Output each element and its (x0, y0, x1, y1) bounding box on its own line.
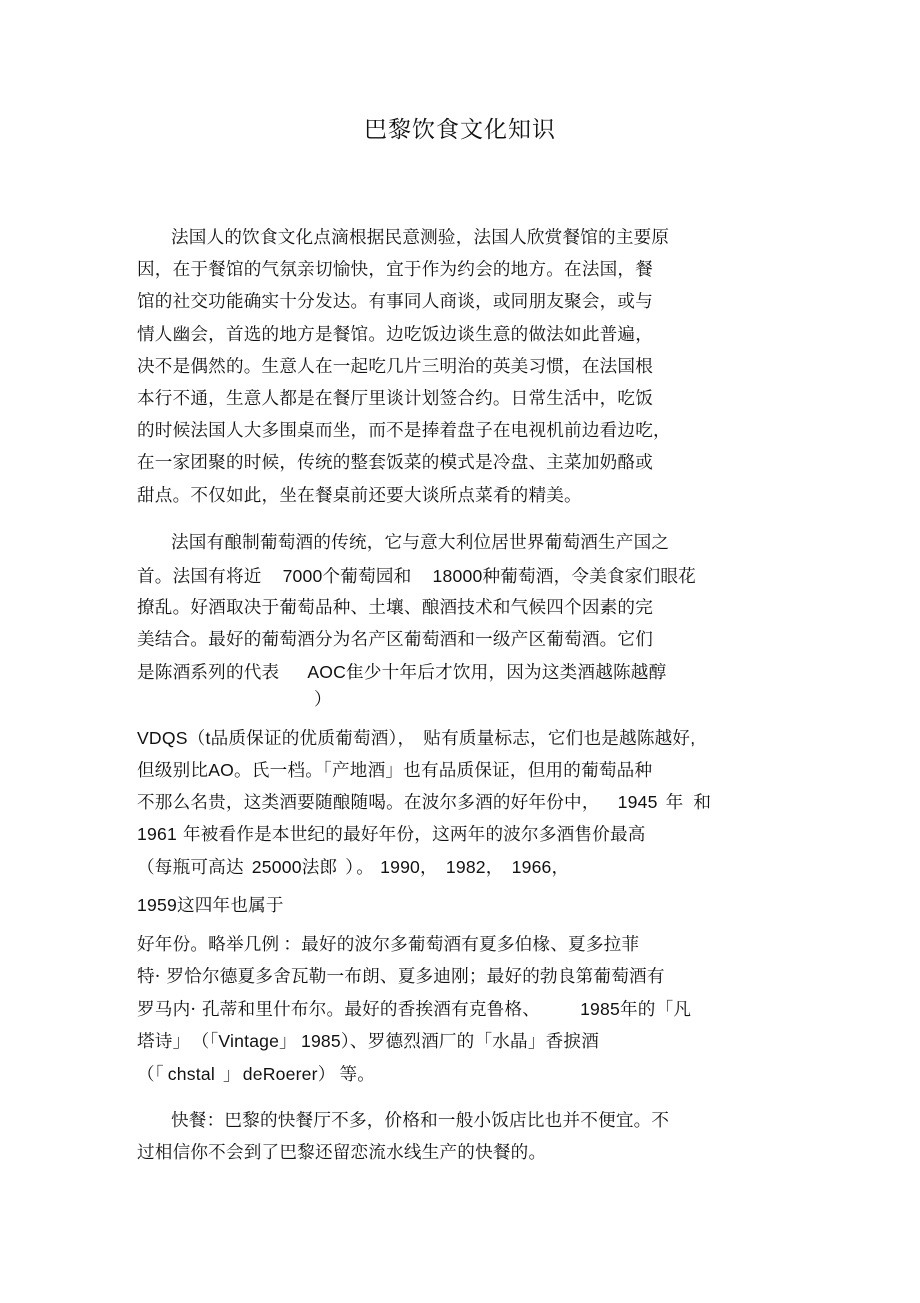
text-segment: （ (187, 729, 206, 749)
text-segment: 年 (665, 793, 684, 813)
text-line (137, 791, 711, 814)
text-line (137, 759, 652, 782)
abbreviation-segment: VDQS (137, 728, 188, 748)
text-segment: ：最好的波尔多葡萄酒有夏多伯椽、夏多拉菲 (283, 935, 640, 955)
number-segment: 1945 (617, 792, 658, 812)
text-segment: t (205, 728, 211, 748)
text-line (137, 565, 696, 588)
text-line: 法国人的饮食文化点滴根据民意测验，法国人欣赏餐馆的主要原 (171, 228, 670, 248)
text-segment: 首。法国有将近 (137, 567, 262, 587)
text-segment: （每瓶可高达 (137, 858, 244, 878)
number-segment: 1959 (137, 895, 177, 915)
text-segment: 但级别比 (137, 761, 209, 781)
document-title: 巴黎饮食文化知识 (364, 117, 556, 143)
number-segment: 1985 (580, 999, 621, 1019)
text-segment: 贴有质量标志，它们也是越陈越好 (423, 729, 691, 749)
text-line (137, 934, 639, 956)
text-segment: ）、罗德烈酒厂的「水晶」香捩酒 (340, 1032, 600, 1052)
text-segment: ） (317, 1065, 336, 1085)
number-segment: 25000 (251, 857, 302, 877)
text-segment: 」 (279, 1032, 297, 1052)
text-segment: ） (345, 858, 355, 878)
text-segment: ， (420, 858, 438, 878)
text-line: 过相信你不会到了巴黎还留恋流水线生产的快餐的。 (137, 1143, 547, 1163)
text-line (137, 1030, 599, 1053)
text-line (137, 661, 666, 684)
text-segment: , (690, 728, 696, 748)
text-segment: 不那么名贵，这类酒要随酿随喝。在波尔多酒的好年份中， (137, 793, 600, 813)
text-segment: （ (137, 1065, 155, 1085)
number-segment: 18000 (432, 566, 483, 586)
text-segment: 」 (222, 1065, 241, 1085)
text-line (137, 727, 695, 750)
text-segment: 「 (209, 1032, 219, 1052)
text-segment: 隹少十年后才饮用，因为这类酒越陈越醇 (346, 663, 667, 683)
text-line (137, 823, 646, 846)
text-line: 撩乱。好酒取决于葡萄品种、土壤、酿酒技术和气候四个因素的完 (137, 598, 654, 618)
number-segment: 1961 (137, 824, 177, 844)
text-line: 情人幽会，首选的地方是餐馆。边吃饭边谈生意的做法如此普遍， (137, 325, 654, 345)
text-segment: Vintage (218, 1031, 280, 1051)
text-line: 的时候法国人大多围桌而坐，而不是捧着盘子在电视机前边看边吃， (137, 421, 671, 441)
text-line (137, 998, 691, 1021)
number-segment: 1985 (300, 1031, 341, 1051)
text-segment: 这四年也属于 (176, 896, 284, 916)
text-line: 本行不通，生意人都是在餐厅里谈计划签合约。日常生活中，吃饭 (137, 389, 654, 409)
number-segment: 1982 (445, 857, 486, 877)
text-line: 决不是偶然的。生意人在一起吃几片三明治的英美习惯，在法国根 (137, 357, 654, 377)
text-segment: 个葡萄园和 (322, 567, 412, 587)
text-segment: 是陈酒系列的代表 (137, 663, 280, 683)
abbreviation-segment: AO (208, 760, 235, 780)
text-segment: 种葡萄酒，令美食家们眼花 (482, 567, 696, 587)
text-segment: ， (551, 858, 570, 878)
number-segment: 7000 (282, 566, 323, 586)
text-line: 美结合。最好的葡萄酒分为名产区葡萄酒和一级产区葡萄酒。它们 (137, 630, 654, 650)
text-line: 甜点。不仅如此，坐在餐桌前还要大谈所点菜肴的精美。 (137, 486, 582, 506)
text-line: 馆的社交功能确实十分发达。有事同人商谈，或同朋友聚会，或与 (137, 292, 654, 312)
text-segment: 和 (693, 793, 712, 813)
text-segment: 塔诗」 (137, 1032, 191, 1052)
text-segment: chstal (167, 1064, 215, 1084)
text-line: 快餐：巴黎的快餐厅不多，价格和一般小饭店比也并不便宜。不 (171, 1111, 670, 1131)
text-segment: 法郎 (301, 858, 338, 878)
text-line: 法国有酿制葡萄酒的传统，它与意大利位居世界葡萄酒生产国之 (171, 533, 670, 553)
text-segment: ， (485, 858, 504, 878)
text-segment: 「 (154, 1065, 164, 1085)
text-segment: 年的「凡 (620, 1000, 692, 1020)
text-segment: 好年份。略举几例 (137, 935, 280, 955)
text-segment: 等。 (339, 1065, 376, 1085)
text-line (137, 856, 569, 879)
text-segment: deRoerer (242, 1064, 318, 1084)
abbreviation-segment: AOC (307, 662, 347, 682)
number-segment: 1966 (511, 857, 552, 877)
text-segment: 。氏一档。「产地酒」也有品质保证，但用的葡萄品种 (234, 761, 653, 781)
text-line (137, 894, 284, 917)
text-segment: 罗马内· 孔蒂和里什布尔。最好的香挨酒有克鲁格、 (137, 1000, 541, 1020)
text-line: 在一家团聚的时候，传统的整套饭菜的模式是冷盘、主菜加奶酪或 (137, 453, 654, 473)
text-segment: 品质保证的优质葡萄酒）， (210, 729, 416, 749)
text-segment: （ (200, 1032, 210, 1052)
text-segment: 年被看作是本世纪的最好年份，这两年的波尔多酒售价最高 (182, 825, 646, 845)
text-line: 因，在于餐馆的气氛亲切愉快，宜于作为约会的地方。在法国，餐 (137, 260, 654, 280)
text-line: 特· 罗恰尔德夏多舍瓦勒一布朗、夏多迪刚；最好的勃良第葡萄酒有 (137, 967, 665, 987)
number-segment: 1990 (380, 857, 421, 877)
text-line: ） (314, 690, 332, 710)
text-line (137, 1063, 375, 1086)
text-segment: 。 (356, 858, 375, 878)
